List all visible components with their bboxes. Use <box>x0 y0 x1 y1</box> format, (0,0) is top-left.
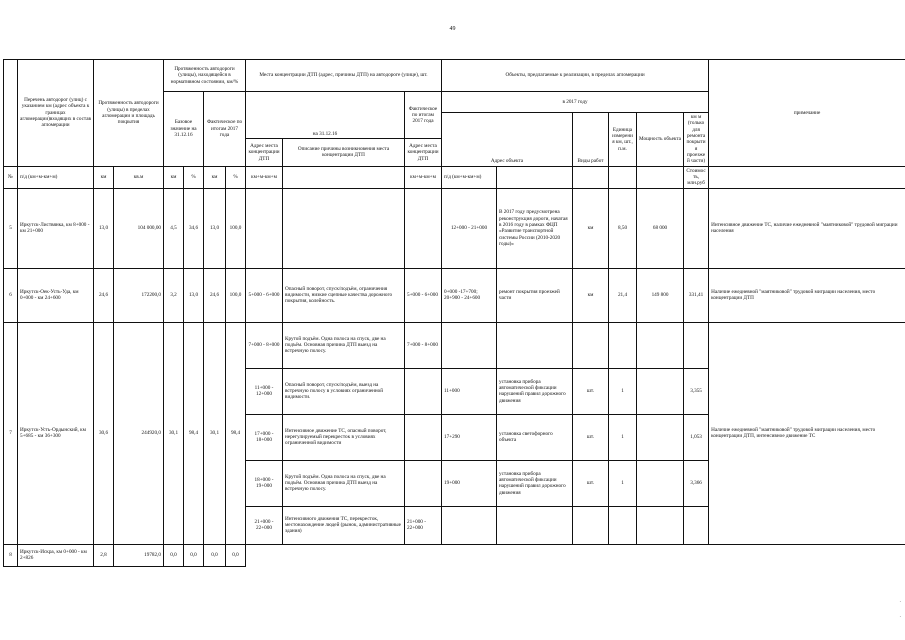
header-dtp-group: Места концентрации ДТП (адрес, причины ДТП) на автодороге (улице), шт. <box>246 60 442 92</box>
base-pct: 98,4 <box>184 322 204 544</box>
dtp-address: 5+000 - 6+000 <box>246 268 283 322</box>
power <box>609 322 637 368</box>
row-no: 5 <box>4 188 18 268</box>
cost: 3,366 <box>684 460 709 506</box>
agglomeration-roads-table <box>3 59 905 567</box>
dtp-cause: Опасный поворот, спуск/подъём, выезд на встречную полосу в условиях ограниченной видимости. <box>283 368 405 414</box>
unit-empty <box>637 166 684 188</box>
dtp-fact <box>405 188 442 268</box>
area-sqm: 244920,0 <box>114 322 164 544</box>
dtp-address: 21+000 - 22+000 <box>246 506 283 544</box>
work-types: установка прибора автоматической фиксации нарушений правил дорожного движения <box>497 368 573 414</box>
fact-pct: 98,4 <box>226 322 246 544</box>
power: 8,50 <box>609 188 637 268</box>
unit-sqm: кв.м <box>114 166 164 188</box>
dtp-address: 11+000 - 12+000 <box>246 368 283 414</box>
cost <box>684 506 709 544</box>
table-row <box>4 544 905 566</box>
header-objects-group: Объекты, предлагаемые к реализации, в пределах агломерации <box>442 60 709 92</box>
header-km-repair: км м (только для ремонта покрытия проезжей части) <box>684 113 709 167</box>
power <box>609 506 637 544</box>
unit-base-pct: % <box>184 166 204 188</box>
dtp-cause: Крутой подъём. Одна полоса на спуск, две на подъём. Основная причина ДТП выезд на встречную полосу. <box>283 460 405 506</box>
header-unit: Единица измерения км, шт., п.м. <box>609 113 637 167</box>
cost <box>684 322 709 368</box>
dtp-cause: Интенсивного движения ТС, перекресток, местонахождение людей (рынок, административные здания) <box>283 506 405 544</box>
header-work-types: Виды работ <box>573 113 609 167</box>
base-km: 4,5 <box>164 188 184 268</box>
header-base-value: Базовое значение на 31.12.16 <box>164 92 204 167</box>
work-types: ремонт покрытия проезжей части <box>497 268 573 322</box>
header-note: примечание <box>709 60 905 167</box>
power: 21,4 <box>609 268 637 322</box>
work-types <box>497 506 573 544</box>
unit-no: № <box>4 166 18 188</box>
work-types <box>497 322 573 368</box>
unit-empty <box>709 166 905 188</box>
dtp-cause <box>283 188 405 268</box>
unit-fact-pct: % <box>226 166 246 188</box>
header-power: Мощность объекта <box>637 113 684 167</box>
area-sqm: 19782,0 <box>114 544 164 566</box>
road-name: Иркутск-Усть-Ордынский, км 5+685 - км 36+300 <box>18 322 94 544</box>
unit: км <box>573 268 609 322</box>
road-name: Иркутск-Листвянка, км 8+000 - км 21+000 <box>18 188 94 268</box>
note: Интенсивное движение ТС, наличие ежедневной "маятниковой" трудовой миграции населения <box>709 188 905 268</box>
work-types: установка прибора автоматической фиксации нарушений правил дорожного движения <box>497 460 573 506</box>
unit-fact-km: км <box>204 166 226 188</box>
fact-pct: 100,0 <box>226 188 246 268</box>
header-normative-group: Протяженность автодороги (улицы), находящейся в нормативном состоянии, км/% <box>164 60 246 92</box>
fact-km: 0,0 <box>204 544 226 566</box>
dtp-address: 7+000 - 8+000 <box>246 322 283 368</box>
unit <box>573 322 609 368</box>
km-repair <box>637 368 684 414</box>
cost <box>684 188 709 268</box>
unit-empty <box>497 166 573 188</box>
length-km: 24,6 <box>94 268 114 322</box>
fact-pct: 0,0 <box>226 544 246 566</box>
dtp-fact <box>405 368 442 414</box>
km-repair <box>637 506 684 544</box>
object-address <box>442 322 497 368</box>
length-km: 30,6 <box>94 322 114 544</box>
header-in-2017: в 2017 году <box>442 92 709 113</box>
object-address: 12+000 - 21+000 <box>442 188 497 268</box>
dtp-fact <box>405 460 442 506</box>
dtp-address <box>246 188 283 268</box>
dtp-fact: 5+000 - 6+000 <box>405 268 442 322</box>
unit: шт. <box>573 414 609 460</box>
base-km: 3,2 <box>164 268 184 322</box>
dtp-address: 17+000 - 18+000 <box>246 414 283 460</box>
km-repair: 149 800 <box>637 268 684 322</box>
note: Наличие ежедневной "маятниковой" трудовой миграции населения, место концентрации ДТП <box>709 268 905 322</box>
object-address <box>442 506 497 544</box>
unit-empty <box>283 166 405 188</box>
object-address: 11+000 <box>442 368 497 414</box>
km-repair: 68 000 <box>637 188 684 268</box>
unit-dtp-kmm: км+м-км+м <box>246 166 283 188</box>
header-dtp-address-fact: Адрес места концентрации ДТП <box>405 139 442 167</box>
power: 1 <box>609 460 637 506</box>
road-name: Иркутск-Оек-Усть-Уда, км 0+000 - км 24+600 <box>18 268 94 322</box>
cost: 3,355 <box>684 368 709 414</box>
scan-mark: · <box>899 600 901 605</box>
table-row <box>4 322 905 368</box>
unit-empty <box>609 166 637 188</box>
header-object-address: Адрес объекта <box>442 113 573 167</box>
dtp-fact: 21+000 - 22+000 <box>405 506 442 544</box>
dtp-cause: Крутой подъём. Одна полоса на спуск, две на подъём. Основная причина ДТП выезд на встречную полосу. <box>283 322 405 368</box>
km-repair <box>637 414 684 460</box>
row-empty-tail <box>246 544 905 566</box>
length-km: 13,0 <box>94 188 114 268</box>
base-pct: 13,0 <box>184 268 204 322</box>
cost: 1,053 <box>684 414 709 460</box>
work-types: В 2017 году предусмотрена реконструкция дороги, начатая в 2016 году в рамках ФЦП «Развитие транспортной системы России (2010-2020 годы)» <box>497 188 573 268</box>
unit-empty <box>573 166 609 188</box>
header-dtp-cause: Описание причины возникновения места концентрации ДТП <box>283 139 405 167</box>
base-pct: 0,0 <box>184 544 204 566</box>
unit: шт. <box>573 460 609 506</box>
base-pct: 34,6 <box>184 188 204 268</box>
header-dtp-fact-2017: Фактическое по итогам 2017 года <box>405 92 442 139</box>
cost: 331,41 <box>684 268 709 322</box>
unit-dtp-kmm-fact: км+м-км+м <box>405 166 442 188</box>
object-address: 19+000 <box>442 460 497 506</box>
fact-km: 13,0 <box>204 188 226 268</box>
header-road-list: Перечень автодорог (улиц) с указанием км (адрес объекта к границах агломерации)входящих в состав агломерации <box>18 60 94 167</box>
area-sqm: 104 000,00 <box>114 188 164 268</box>
header-no-cell <box>4 60 18 167</box>
fact-pct: 100,0 <box>226 268 246 322</box>
header-length-group: Протяженность автодороги (улицы) в пределах агломерации и площадь покрытия <box>94 60 164 167</box>
unit-base-km: км <box>164 166 184 188</box>
fact-km: 24,6 <box>204 268 226 322</box>
table-row <box>4 268 905 322</box>
row-no: 6 <box>4 268 18 322</box>
row-no: 7 <box>4 322 18 544</box>
dtp-cause: Интенсивное движение ТС, опасный поворот, нерегулируемый перекресток в условиях ограниченной видимости <box>283 414 405 460</box>
km-repair <box>637 322 684 368</box>
dtp-cause: Опасный поворот, спуск/подъём, ограничения видимости, низкие сцепные качества дорожного покрытия, колейность. <box>283 268 405 322</box>
length-km: 2,8 <box>94 544 114 566</box>
note: Наличие ежедневной "маятниковой" трудовой миграции населения, место концентрации ДТП, интенсивное движение ТС <box>709 322 905 544</box>
header-fact-2017: Фактическое по итогам 2017 года <box>204 92 246 167</box>
power: 1 <box>609 368 637 414</box>
road-name: Иркутск-Искра, км 0+000 - км 2+826 <box>18 544 94 566</box>
unit-cost: Стоимость, млн.руб <box>684 166 709 188</box>
header-on-date: на 31.12.16 <box>246 92 405 139</box>
km-repair <box>637 460 684 506</box>
base-km: 0,0 <box>164 544 184 566</box>
dtp-fact: 7+000 - 8+000 <box>405 322 442 368</box>
work-types: установка светофорного объекта <box>497 414 573 460</box>
unit-address: п/д (км+м-км+м) <box>18 166 94 188</box>
unit: шт. <box>573 368 609 414</box>
unit-km: км <box>94 166 114 188</box>
area-sqm: 172200,0 <box>114 268 164 322</box>
object-address: 0+000 -17+700; 20+900 - 24+600 <box>442 268 497 322</box>
dtp-fact <box>405 414 442 460</box>
object-address: 17+290 <box>442 414 497 460</box>
unit <box>573 506 609 544</box>
power: 1 <box>609 414 637 460</box>
header-dtp-address: Адрес места концентрации ДТП <box>246 139 283 167</box>
base-km: 30,1 <box>164 322 184 544</box>
row-no: 8 <box>4 544 18 566</box>
dtp-address: 18+000 - 19+000 <box>246 460 283 506</box>
fact-km: 30,1 <box>204 322 226 544</box>
unit: км <box>573 188 609 268</box>
table-row <box>4 188 905 268</box>
scan-mark: · <box>899 615 901 620</box>
page-number: 49 <box>449 26 456 32</box>
unit-object-address: п/д (км+м-км+м) <box>442 166 497 188</box>
